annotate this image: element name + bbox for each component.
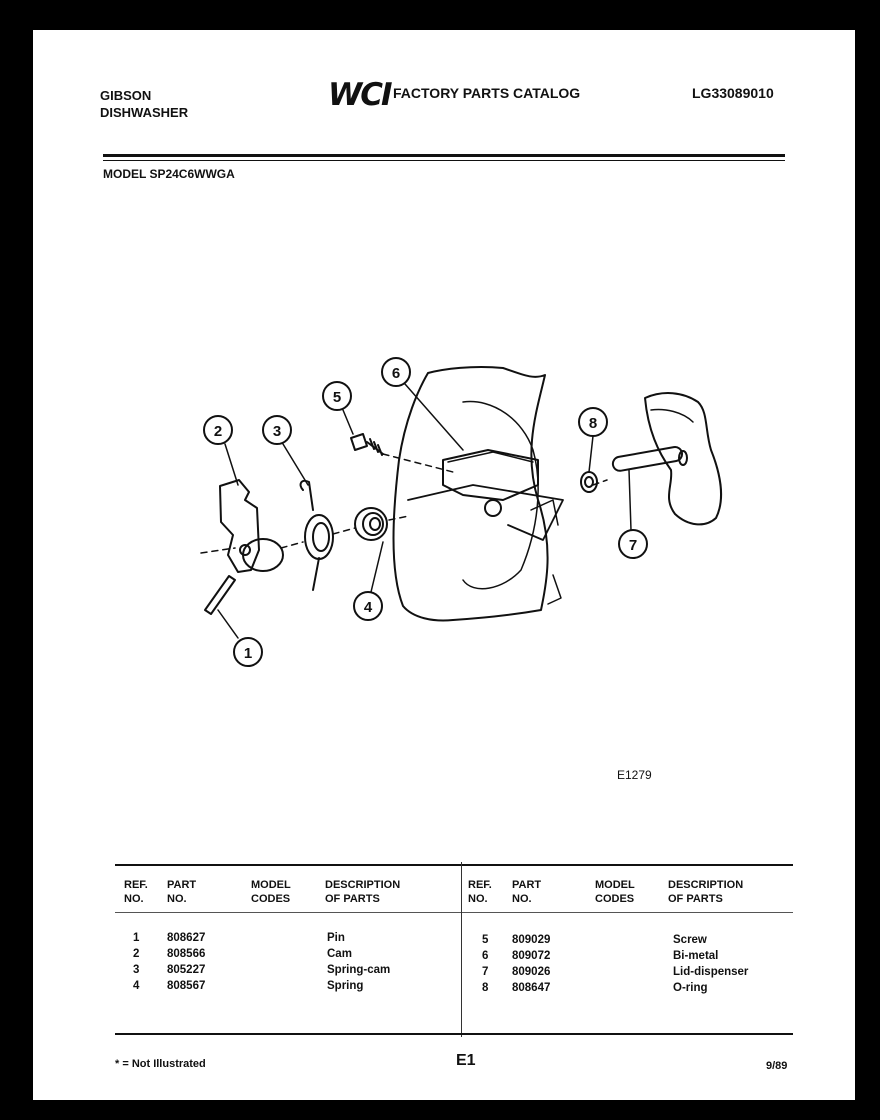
section-code: E1 [456,1052,476,1069]
table-cell: Pin [327,932,345,944]
footnote: * = Not Illustrated [115,1058,206,1070]
table-cell: 3 [133,964,140,976]
left-part-column [167,930,205,994]
callout-label-3: 3 [272,423,282,440]
table-bottom-rule [115,1033,793,1035]
table-cell: 2 [133,948,140,960]
table-cell: Lid-dispenser [673,966,749,978]
table-top-rule [115,864,793,866]
callout-label-1: 1 [243,645,253,662]
product-type: DISHWASHER [100,105,189,120]
header-model-codes-left: MODEL CODES [251,879,291,905]
table-cell: Spring [327,980,364,992]
catalog-page [33,30,855,1100]
lid-shaft [612,446,683,472]
table-cell: 6 [482,950,489,962]
spring-cam-lever [301,481,313,510]
header-description-left: DESCRIPTION OF PARTS [325,879,401,905]
o-ring-part [581,472,597,492]
table-cell: 8 [482,982,489,994]
left-ref-column [133,930,139,994]
table-header-rule [115,912,793,913]
header-ref-no-left: REF. NO. [124,879,148,905]
wci-logo: WCI [328,77,391,113]
bi-metal-part [443,450,538,500]
exploded-parts-diagram [33,30,855,850]
brand-name: GIBSON [100,88,152,103]
header-part-no-left: PART NO. [167,879,197,905]
table-cell: 808647 [512,982,551,994]
table-cell: 4 [133,980,140,992]
screw-threads [367,439,383,455]
left-desc-column [327,930,390,994]
header-ref-no-right: REF. NO. [468,879,492,905]
diagram-code: E1279 [617,768,652,782]
table-cell: 809072 [512,950,551,962]
callout-label-2: 2 [213,423,223,440]
right-ref-column [482,932,488,996]
catalog-title: FACTORY PARTS CATALOG [393,85,581,101]
callout-label-6: 6 [391,365,401,382]
spring-cam-tail [313,558,319,590]
callout-label-4: 4 [363,599,373,616]
spring-coil-inner [370,518,380,530]
housing-edge [548,575,561,604]
cam-hub [243,539,283,571]
catalog-number: LG33089010 [692,85,774,101]
callout-label-5: 5 [332,389,342,406]
spring-cam-coil-inner [313,523,329,551]
bi-metal-pivot [485,500,501,516]
lid-dispenser-outline [645,393,721,524]
right-part-column [512,932,550,996]
table-cell: 5 [482,934,489,946]
lid-dispenser-inner [651,410,693,423]
table-cell: 809029 [512,934,551,946]
table-cell: Cam [327,948,352,960]
header-part-no-right: PART NO. [512,879,542,905]
callout-label-8: 8 [588,415,598,432]
table-cell: 809026 [512,966,551,978]
table-cell: Bi-metal [673,950,719,962]
cam-plate [220,480,259,572]
table-cell: Spring-cam [327,964,391,976]
table-cell: Screw [673,934,707,946]
table-cell: 808566 [167,948,206,960]
table-cell: 7 [482,966,489,978]
table-cell: O-ring [673,982,708,994]
header-model-codes-right: MODEL CODES [595,879,635,905]
screw-head [351,434,367,450]
right-desc-column [673,932,748,996]
table-cell: 805227 [167,964,206,976]
pin-part [205,576,235,614]
header-description-right: DESCRIPTION OF PARTS [668,879,744,905]
callout-label-7: 7 [628,537,638,554]
table-cell: 1 [133,932,140,944]
housing-inner [463,402,538,589]
o-ring-hole [585,477,593,487]
revision-date: 9/89 [766,1060,788,1072]
table-cell: 808567 [167,980,206,992]
model-number: MODEL SP24C6WWGA [103,167,235,181]
table-cell: 808627 [167,932,206,944]
table-column-divider [461,862,462,1037]
